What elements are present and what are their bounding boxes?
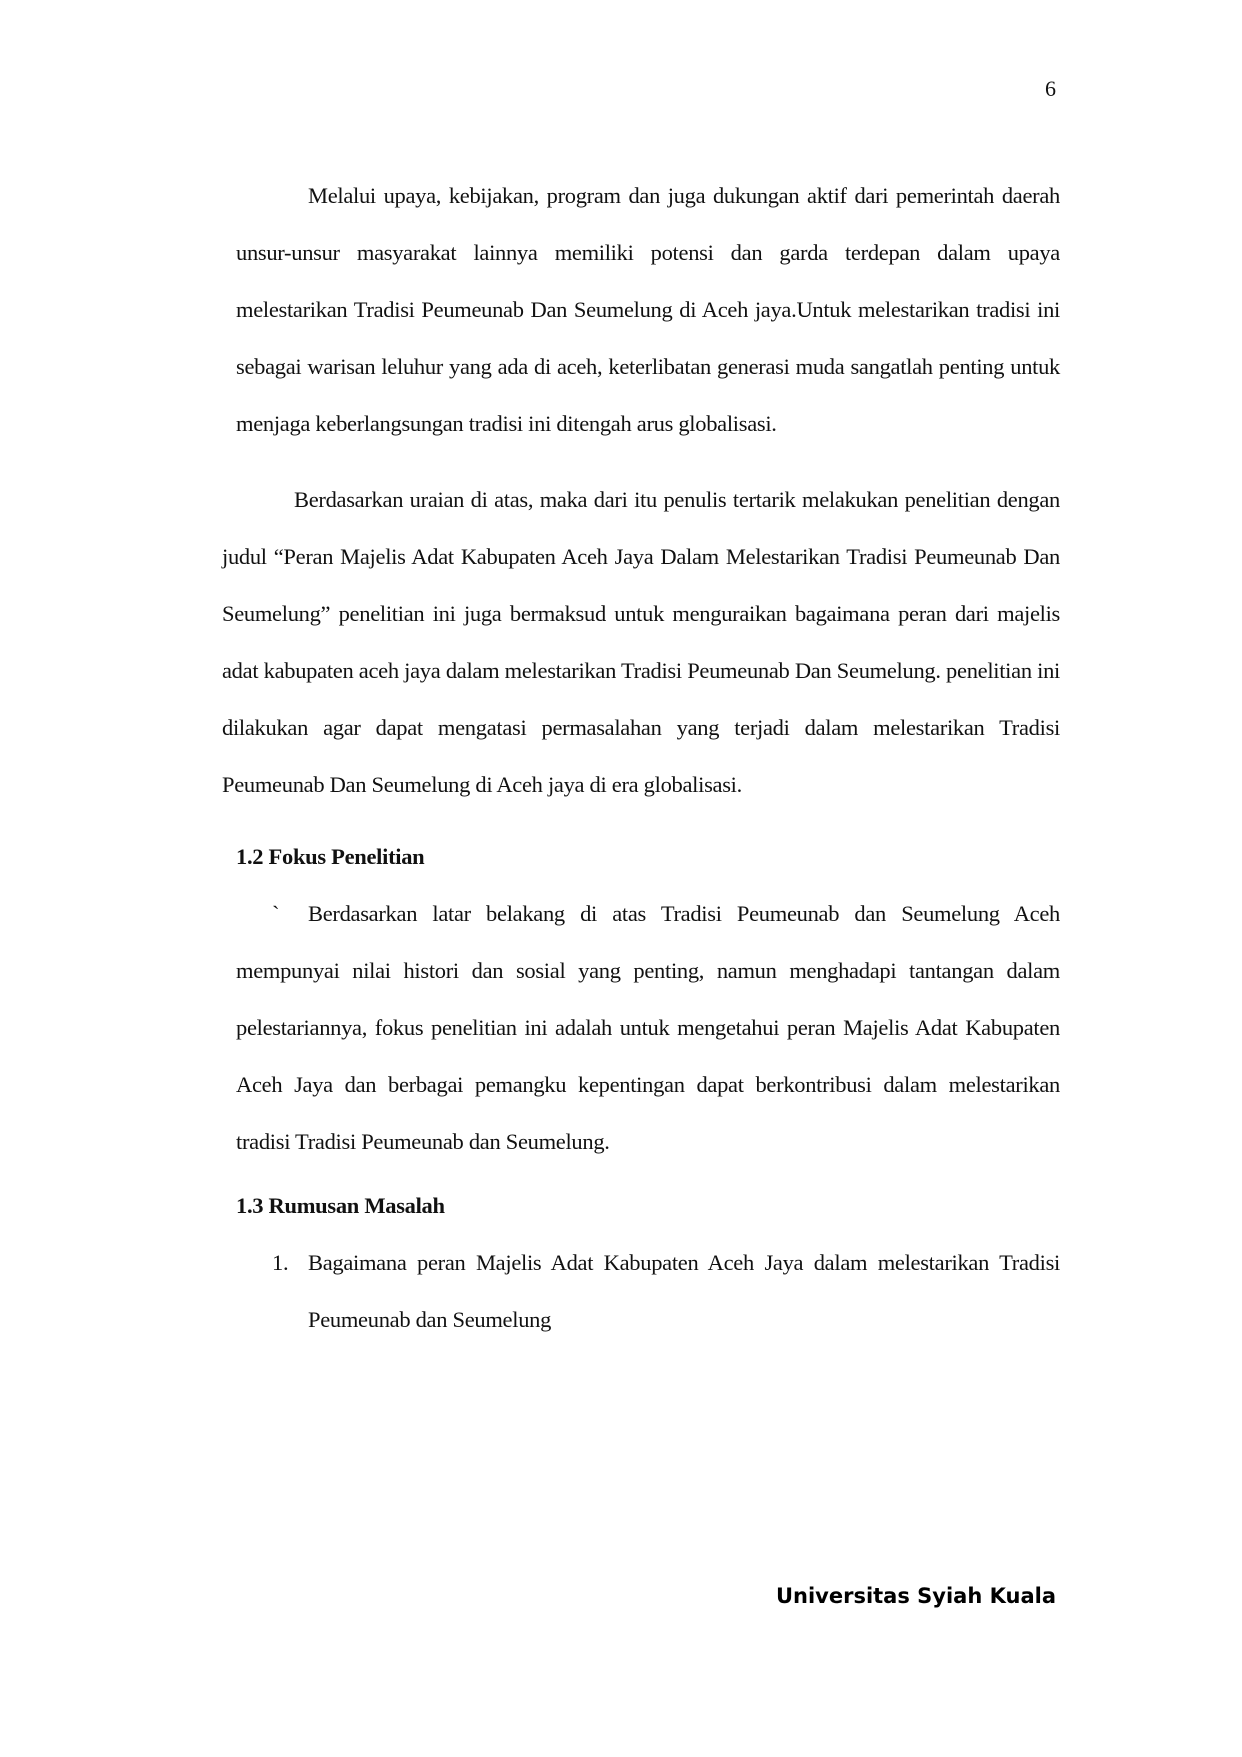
- stray-backtick-mark: `: [272, 901, 280, 926]
- section-heading-fokus-penelitian: 1.2 Fokus Penelitian: [236, 844, 425, 869]
- paragraph-fokus: [236, 885, 1060, 1170]
- problem-list: [272, 1234, 1060, 1348]
- list-item: [272, 1234, 1060, 1348]
- list-text: Bagaimana peran Majelis Adat Kabupaten Aceh Jaya dalam melestarikan Tradisi Peumeunab dan Seumelung: [308, 1250, 1060, 1332]
- footer-university: Universitas Syiah Kuala: [775, 1584, 1056, 1608]
- section-heading-rumusan-masalah: 1.3 Rumusan Masalah: [236, 1193, 445, 1218]
- list-number: 1.: [272, 1250, 289, 1275]
- paragraph-intro: [236, 167, 1060, 452]
- paragraph-text: Melalui upaya, kebijakan, program dan juga dukungan aktif dari pemerintah daerah unsur-unsur masyarakat lainnya memiliki potensi dan garda terdepan dalam upaya melestarikan Tradisi Peumeunab Dan Seumelung di Aceh jaya.Untuk melestarikan tradisi ini sebagai warisan leluhur yang ada di aceh, keterlibatan generasi muda sangatlah penting untuk menjaga keberlangsungan tradisi ini ditengah arus globalisasi.: [236, 183, 1060, 436]
- paragraph-text: Berdasarkan latar belakang di atas Tradisi Peumeunab dan Seumelung Aceh mempunyai nilai histori dan sosial yang penting, namun menghadapi tantangan dalam pelestariannya, fokus penelitian ini adalah untuk mengetahui peran Majelis Adat Kabupaten Aceh Jaya dan berbagai pemangku kepentingan dapat berkontribusi dalam melestarikan tradisi Tradisi Peumeunab dan Seumelung.: [236, 901, 1060, 1154]
- paragraph-research-title: [222, 471, 1060, 813]
- paragraph-text: Berdasarkan uraian di atas, maka dari itu penulis tertarik melakukan penelitian dengan judul “Peran Majelis Adat Kabupaten Aceh Jaya Dalam Melestarikan Tradisi Peumeunab Dan Seumelung” penelitian ini juga bermaksud untuk menguraikan bagaimana peran dari majelis adat kabupaten aceh jaya dalam melestarikan Tradisi Peumeunab Dan Seumelung. penelitian ini dilakukan agar dapat mengatasi permasalahan yang terjadi dalam melestarikan Tradisi Peumeunab Dan Seumelung di Aceh jaya di era globalisasi.: [222, 487, 1060, 797]
- page-number: 6: [1045, 76, 1056, 101]
- document-body: [222, 167, 1060, 1348]
